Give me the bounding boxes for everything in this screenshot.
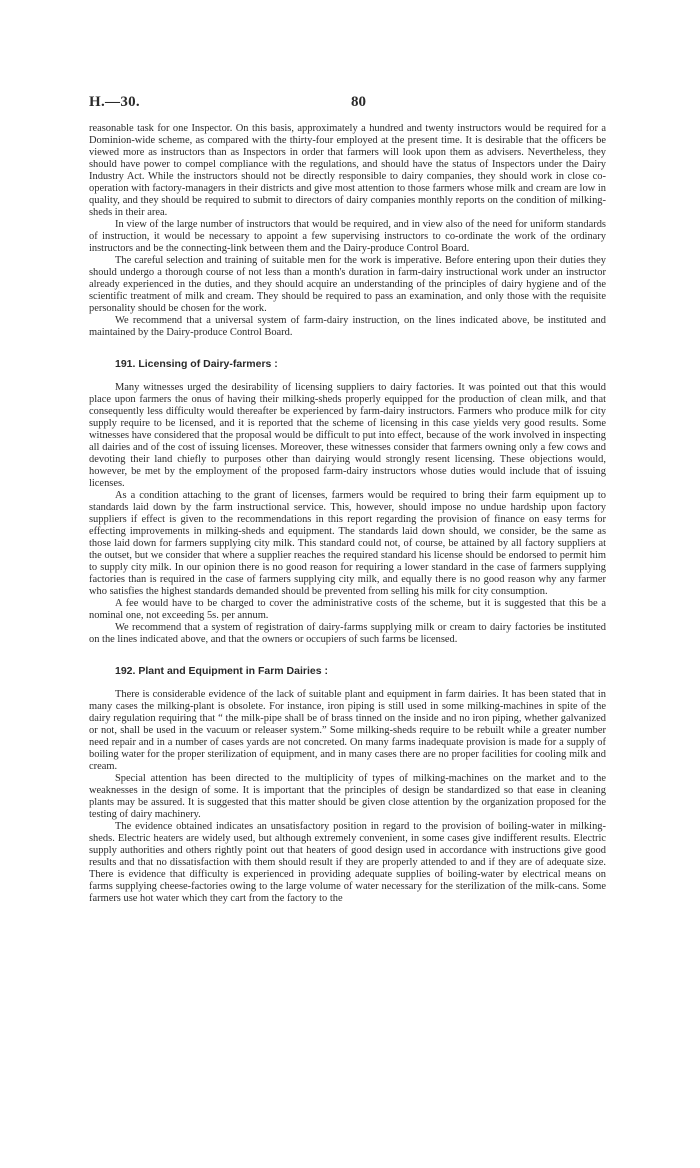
section-heading-191: 191. Licensing of Dairy-farmers :: [115, 358, 278, 370]
paragraph: A fee would have to be charged to cover the administrative costs of the scheme, but it is suggested that this be a nominal one, not exceeding 5s. per annum.: [89, 598, 606, 621]
heading-gap: [89, 677, 606, 689]
paragraph: As a condition attaching to the grant of licenses, farmers would be required to bring their farm equipment up to standards laid down by the farm instructional service. This, however, should impose no undue hardship upon factory suppliers if effect is given to the recommendations in this report regarding the provision of finance on easy terms for effecting improvements in milking-sheds and equipment. The standards laid down should, we consider, be the same as those laid down for farmers supplying city milk. This standard could not, of course, be attained by all factory suppliers at the outset, but we consider that where a supplier reaches the required standard his license should be endorsed to permit him to supply city milk. In our opinion there is no good reason for requiring a lower standard in the case of farmers supplying factories than is required in the case of farmers supplying city milk, and equally there is no good reason why any farmer who satisfies the highest standards demanded should be prevented from selling his milk for city consumption.: [89, 490, 606, 597]
section-gap: [89, 339, 606, 358]
page-header: [89, 94, 609, 114]
page-number: 80: [351, 94, 366, 110]
page-body: [89, 123, 606, 905]
section-gap: [89, 646, 606, 665]
paragraph: Many witnesses urged the desirability of licensing suppliers to dairy factories. It was pointed out that this would place upon farmers the onus of having their milking-sheds properly equipped for the production of clean milk, and that consequently less difficulty would thereafter be experienced by farm-dairy instructors. Farmers who produce milk for city supply require to be licensed, and it is reported that the scheme of licensing in this case yields very good results. Some witnesses have considered that the proposal would be difficult to put into effect, because of the work involved in inspecting all dairies and of the cost of issuing licenses. Moreover, these witnesses consider that farmers owning only a few cows and devoting their land chiefly to purposes other than dairying would strongly resent licensing. These objections would, however, be met by the employment of the proposed farm-dairy instructors whose duties would include that of issuing licenses.: [89, 382, 606, 489]
paragraph: There is considerable evidence of the lack of suitable plant and equipment in farm dairies. It has been stated that in many cases the milking-plant is obsolete. For instance, iron piping is still used in some milking-machines in spite of the dairy regulation requiring that “ the milk-pipe shall be of brass tinned on the inside and no iron piping, whether galvanized or not, shall be used in the vacuum or releaser system.” Some milking-sheds require to be rebuilt while a greater number need repair and in a number of cases yards are not concreted. On many farms inadequate provision is made for a supply of boiling water for the proper sterilization of equipment, and in many cases there are no proper facilities for cooling milk and cream.: [89, 689, 606, 772]
paragraph: reasonable task for one Inspector. On this basis, approximately a hundred and twenty instructors would be required for a Dominion-wide scheme, as compared with the thirty-four employed at the present time. It is desirable that the officers be viewed more as instructors than as Inspectors in order that farmers will look upon them as advisers. Nevertheless, they should have power to compel compliance with the regulations, and should have the status of Inspectors under the Dairy Industry Act. While the instructors should not be directly responsible to dairy companies, they should work in close co-operation with factory-managers in their districts and give most attention to those farmers whose milk and cream are low in quality, and they should be required to submit to directors of dairy companies monthly reports on the condition of milking-sheds in their area.: [89, 123, 606, 218]
paragraph: In view of the large number of instructors that would be required, and in view also of the need for uniform standards of instruction, it would be necessary to appoint a few supervising instructors to co-ordinate the work of the ordinary instructors and be the connecting-link between them and the Dairy-produce Control Board.: [89, 219, 606, 254]
paragraph: The careful selection and training of suitable men for the work is imperative. Before entering upon their duties they should undergo a thorough course of not less than a month's duration in farm-dairy instructional work under an instructor already experienced in the duties, and they should acquire an understanding of the principles of dairy hygiene and of the scientific treatment of milk and cream. They should be required to pass an examination, and only those with the requisite personality should be chosen for the work.: [89, 255, 606, 314]
heading-gap: [89, 370, 606, 382]
section-heading-192: 192. Plant and Equipment in Farm Dairies :: [115, 665, 328, 677]
paragraph: The evidence obtained indicates an unsatisfactory position in regard to the provision of boiling-water in milking-sheds. Electric heaters are widely used, but although extremely convenient, in some cases give indifferent results. Electric supply authorities and others rightly point out that heaters of good design used in accordance with instructions give good results and that no dissatisfaction with them should result if they are properly attended to and if they are of adequate size. There is evidence that difficulty is experienced in providing adequate supplies of boiling-water by electrical means on farms supplying cheese-factories owing to the large volume of water necessary for the sterilization of the milk-cans. Some farmers use hot water which they cart from the factory to the: [89, 821, 606, 904]
paragraph: We recommend that a system of registration of dairy-farms supplying milk or cream to dairy factories be instituted on the lines indicated above, and that the owners or occupiers of such farms be licensed.: [89, 622, 606, 645]
paragraph: Special attention has been directed to the multiplicity of types of milking-machines on the market and to the weaknesses in the design of some. It is important that the principles of design be standardized so that ease in cleaning plants may be assured. It is suggested that this matter should be given close attention by the organization proposed for the testing of dairy machinery.: [89, 773, 606, 820]
page-reference: H.—30.: [89, 94, 140, 110]
paragraph: We recommend that a universal system of farm-dairy instruction, on the lines indicated above, be instituted and maintained by the Dairy-produce Control Board.: [89, 315, 606, 338]
